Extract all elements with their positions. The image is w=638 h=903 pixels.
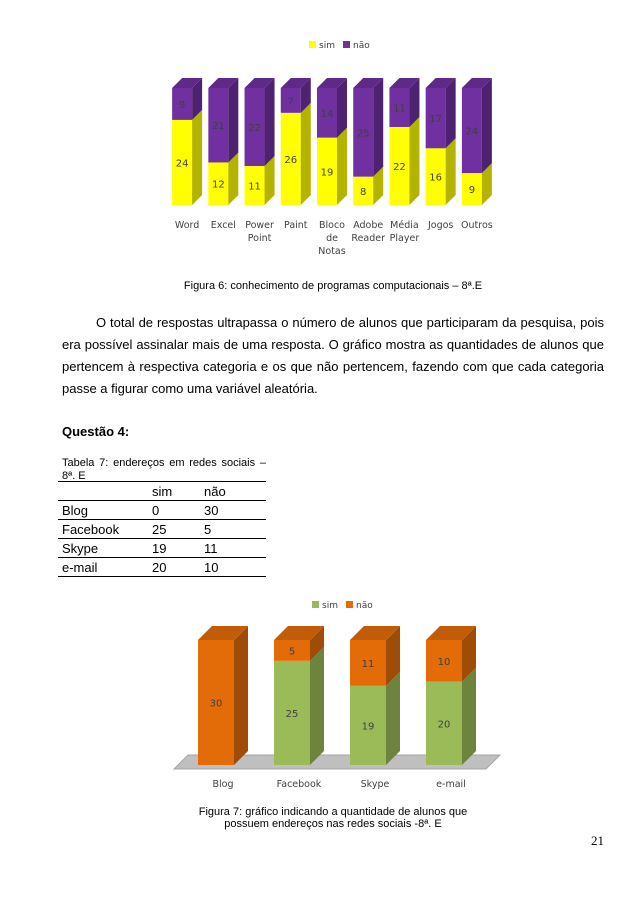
bar-não-8 — [426, 78, 456, 148]
table-cell: Facebook — [58, 520, 148, 539]
data-label: 12 — [211, 179, 225, 191]
bar-não-3 — [245, 78, 275, 166]
table7-caption-line1: Tabela 7: endereços em redes sociais – — [62, 457, 266, 469]
category-label: Adobe — [353, 220, 384, 231]
table-header-cell: sim — [148, 482, 200, 501]
table-row — [58, 501, 266, 520]
table-cell: 19 — [148, 539, 200, 558]
bar-side — [446, 78, 456, 148]
paragraph-line-4: passe a figurar como uma variável aleatória. — [62, 381, 318, 396]
category-label: Reader — [351, 233, 386, 244]
figure7-caption — [0, 806, 638, 830]
category-label: de — [326, 233, 338, 244]
bar-não-6 — [353, 78, 383, 177]
bar-side — [228, 78, 238, 162]
page-number: 21 — [591, 833, 604, 848]
bar-sim-2 — [274, 647, 324, 765]
bar-side — [337, 78, 347, 138]
table7 — [58, 481, 266, 577]
table-cell: 25 — [148, 520, 200, 539]
data-label: 24 — [465, 126, 479, 138]
table-row — [58, 558, 266, 577]
category-label: e-mail — [436, 779, 466, 790]
category-label: Facebook — [276, 779, 322, 790]
table7-caption — [62, 457, 266, 483]
table-cell: 0 — [148, 501, 200, 520]
data-label: 30 — [209, 698, 223, 710]
data-label: 21 — [211, 121, 225, 133]
table-row — [58, 520, 266, 539]
data-label: 10 — [437, 656, 451, 668]
table-cell: Blog — [58, 501, 148, 520]
table-cell: 11 — [200, 539, 266, 558]
data-label: 25 — [285, 708, 299, 720]
bar-sim-7 — [389, 117, 419, 205]
paragraph-line-3: pertencem à respectiva categoria e os que não pertencem, fazendo com que cada categoria — [62, 359, 604, 374]
data-label: 24 — [175, 158, 189, 170]
data-label: 11 — [248, 181, 261, 193]
data-label: 19 — [361, 721, 375, 733]
data-label: 9 — [468, 185, 476, 197]
bar-side — [462, 668, 476, 765]
data-label: 16 — [429, 172, 443, 184]
bar-side — [446, 138, 456, 205]
legend-item-não — [343, 41, 370, 51]
data-label: 14 — [320, 108, 334, 120]
legend-swatch — [346, 601, 353, 608]
data-label: 5 — [288, 646, 296, 658]
bar-side — [192, 110, 202, 205]
category-label: Paint — [284, 220, 308, 231]
bar-side — [482, 78, 492, 173]
table-cell: 5 — [200, 520, 266, 539]
bar-não-3 — [350, 626, 400, 686]
bar-side — [234, 626, 248, 765]
bar-side — [337, 128, 347, 205]
bar-não-2 — [208, 78, 238, 162]
bar-sim-8 — [426, 138, 456, 205]
question-heading: Questão 4: — [62, 424, 130, 439]
data-label: 11 — [393, 103, 406, 115]
bar-side — [409, 117, 419, 205]
figure7-caption-line1: Figura 7: gráfico indicando a quantidade de alunos que — [198, 806, 468, 818]
category-label: Notas — [318, 246, 346, 257]
table-header-cell — [58, 482, 148, 501]
bar-não-7 — [389, 78, 419, 127]
legend-label: sim — [319, 41, 335, 51]
bar-side — [386, 672, 400, 765]
table-header-row — [58, 482, 266, 501]
category-label: Point — [247, 233, 272, 244]
category-label: Outros — [461, 220, 493, 231]
table-cell: 10 — [200, 558, 266, 577]
legend-item-não — [346, 601, 373, 611]
legend-swatch — [309, 41, 316, 48]
legend-label: sim — [322, 601, 338, 611]
data-label: 9 — [178, 99, 186, 111]
legend-item-sim — [309, 41, 335, 51]
data-label: 11 — [361, 658, 375, 670]
bar-side — [265, 78, 275, 166]
data-label: 8 — [360, 186, 367, 198]
bar-não-4 — [426, 626, 476, 682]
bar-sim-5 — [317, 128, 347, 205]
figure6-caption: Figura 6: conhecimento de programas computacionais – 8ª.E — [183, 280, 483, 292]
table-cell: 20 — [148, 558, 200, 577]
table-row — [58, 539, 266, 558]
data-label: 19 — [320, 167, 334, 179]
category-label: Power — [245, 220, 274, 231]
bar-side — [310, 647, 324, 765]
category-label: Média — [390, 220, 419, 231]
data-label: 17 — [429, 114, 443, 126]
legend-swatch — [343, 41, 350, 48]
table-cell: 30 — [200, 501, 266, 520]
bar-sim-1 — [172, 110, 202, 205]
category-label: Player — [389, 233, 420, 244]
table-cell: Skype — [58, 539, 148, 558]
bar-side — [373, 78, 383, 177]
category-label: Excel — [210, 220, 236, 231]
legend-label: não — [356, 601, 373, 611]
table7-caption-line2: 8ª. E — [62, 470, 86, 482]
paragraph-line-2: era possível assinalar mais de uma resposta. O gráfico mostra as quantidades de alunos que — [62, 337, 604, 352]
figure7-caption-line2: possuem endereços nas redes sociais -8ª. E — [224, 818, 442, 830]
data-label: 26 — [284, 154, 298, 166]
legend-item-sim — [312, 601, 338, 611]
category-label: Bloco — [318, 220, 346, 231]
data-label: 25 — [356, 128, 370, 140]
category-label: Word — [174, 220, 200, 231]
bar-side — [301, 103, 311, 205]
bar-não-9 — [462, 78, 492, 173]
bar-não-5 — [317, 78, 347, 138]
data-label: 7 — [287, 96, 294, 108]
category-label: Skype — [360, 779, 390, 790]
programs-chart — [0, 0, 638, 270]
category-label: Jogos — [427, 220, 454, 231]
legend-swatch — [312, 601, 319, 608]
data-label: 22 — [393, 162, 406, 173]
bar-não-1 — [198, 626, 248, 765]
category-label: Blog — [212, 779, 234, 790]
legend-label: não — [353, 41, 370, 51]
bar-não-1 — [172, 78, 202, 120]
data-label: 20 — [437, 719, 451, 731]
paragraph-line-1: O total de respostas ultrapassa o número de alunos que participaram da pesquisa, pois — [96, 315, 604, 330]
bar-sim-4 — [426, 668, 476, 765]
table-header-cell: não — [200, 482, 266, 501]
bar-sim-4 — [281, 103, 311, 205]
social-networks-chart — [0, 590, 638, 800]
data-label: 22 — [248, 123, 261, 134]
table-cell: e-mail — [58, 558, 148, 577]
